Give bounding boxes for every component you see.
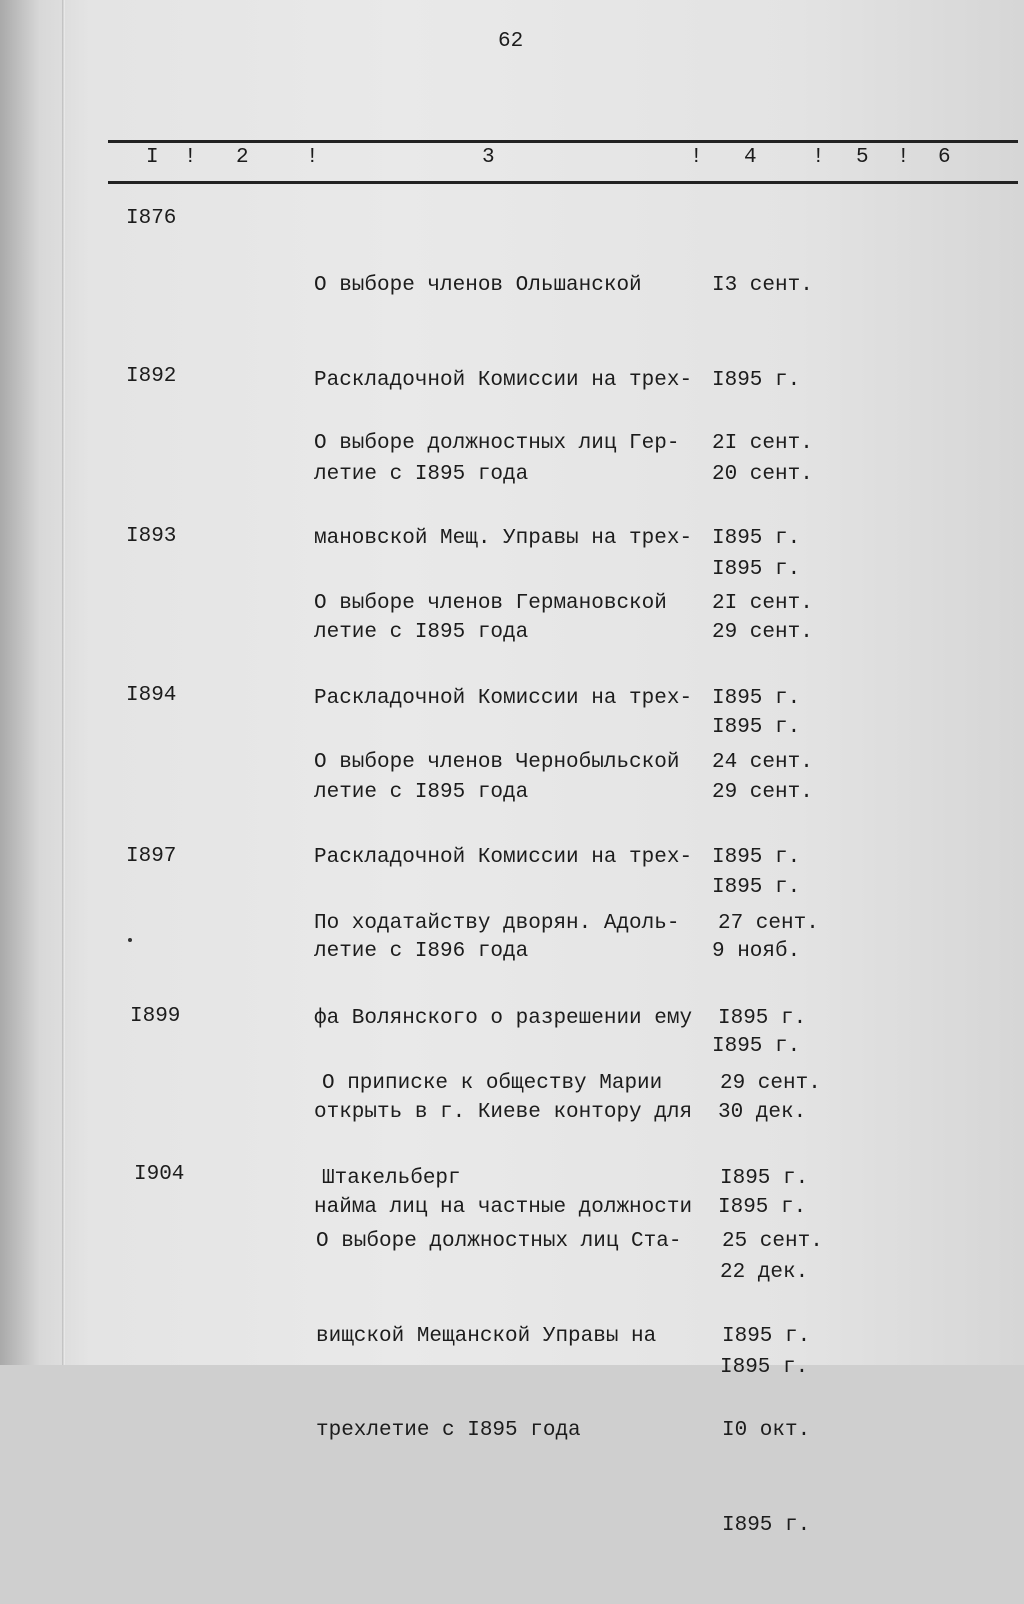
description-line: О выборе членов Чернобыльской <box>314 751 680 774</box>
record-description <box>316 1163 681 1510</box>
page-number: 62 <box>498 30 524 53</box>
end-date: 20 сент. <box>712 463 813 486</box>
start-date: 2I сент. <box>712 432 813 455</box>
end-year: I895 г. <box>718 1195 807 1219</box>
description-line: По ходатайству дворян. Адоль- <box>314 912 680 935</box>
start-date: 24 сент. <box>712 751 813 774</box>
description-line: летие с I896 года <box>314 940 529 963</box>
end-date: 22 дек. <box>720 1261 809 1284</box>
description-line: О выборе должностных лиц Ста- <box>316 1230 682 1253</box>
end-date: 29 сент. <box>712 621 813 644</box>
start-year: I895 г. <box>720 1166 809 1190</box>
description-line: мановской Мещ. Управы на трех- <box>314 526 693 550</box>
description-line: Раскладочной Комиссии на трех- <box>314 368 693 392</box>
column-separator: ! <box>306 146 319 169</box>
record-number: I893 <box>126 525 177 548</box>
description-line: вищской Мещанской Управы на <box>316 1324 657 1348</box>
start-date: 25 сент. <box>722 1230 823 1253</box>
description-line: летие с I895 года <box>314 781 529 804</box>
column-header-6: 6 <box>938 146 951 169</box>
column-header-1: I <box>146 146 159 169</box>
column-separator: ! <box>184 146 197 169</box>
end-year: I895 г. <box>720 1355 809 1379</box>
record-number: I894 <box>126 684 177 707</box>
end-date: 29 сент. <box>712 781 813 804</box>
description-line: Штакельберг <box>322 1166 461 1190</box>
start-year: I895 г. <box>722 1324 811 1348</box>
end-date: 9 нояб. <box>712 940 801 963</box>
end-date: 30 дек. <box>718 1101 807 1124</box>
header-rule-bottom <box>108 181 1018 184</box>
start-year: I895 г. <box>718 1006 807 1030</box>
end-year: I895 г. <box>712 557 801 581</box>
record-number: I897 <box>126 845 177 868</box>
start-year: I895 г. <box>712 845 801 869</box>
ink-dot <box>128 938 132 942</box>
description-line: летие с I895 года <box>314 621 529 644</box>
record-number: I899 <box>130 1005 181 1028</box>
description-line: Раскладочной Комиссии на трех- <box>314 845 693 869</box>
description-line: фа Волянского о разрешении ему <box>314 1006 693 1030</box>
description-line: О выборе членов Ольшанской <box>314 274 642 297</box>
end-year: I895 г. <box>722 1513 811 1537</box>
end-year: I895 г. <box>712 715 801 739</box>
start-date: 2I сент. <box>712 592 813 615</box>
start-year: I895 г. <box>712 368 801 392</box>
description-line: О выборе должностных лиц Гер- <box>314 432 680 455</box>
start-date: I3 сент. <box>712 274 813 297</box>
header-rule-top <box>108 140 1018 143</box>
description-line: найма лиц на частные должности <box>314 1195 693 1219</box>
description-line: открыть в г. Киеве контору для <box>314 1101 693 1124</box>
column-separator: ! <box>690 146 703 169</box>
column-separator: ! <box>812 146 825 169</box>
description-line: летие с I895 года <box>314 463 529 486</box>
column-header-4: 4 <box>744 146 757 169</box>
start-date: 29 сент. <box>720 1072 821 1095</box>
binding-edge <box>62 0 65 1365</box>
start-year: I895 г. <box>712 526 801 550</box>
record-dates <box>722 1163 823 1604</box>
end-year: I895 г. <box>712 1034 801 1058</box>
column-separator: ! <box>897 146 910 169</box>
column-header-2: 2 <box>236 146 249 169</box>
column-header-5: 5 <box>856 146 869 169</box>
description-line: Раскладочной Комиссии на трех- <box>314 686 693 710</box>
description-line: О выборе членов Германовской <box>314 592 667 615</box>
end-date: I0 окт. <box>722 1419 811 1442</box>
record-number: I892 <box>126 365 177 388</box>
description-line: трехлетие с I895 года <box>316 1419 581 1442</box>
record-number: I876 <box>126 207 177 230</box>
end-year: I895 г. <box>712 875 801 899</box>
column-header-3: 3 <box>482 146 495 169</box>
record-number: I904 <box>134 1163 185 1186</box>
start-year: I895 г. <box>712 686 801 710</box>
start-date: 27 сент. <box>718 912 819 935</box>
description-line: О приписке к обществу Марии <box>322 1072 663 1095</box>
